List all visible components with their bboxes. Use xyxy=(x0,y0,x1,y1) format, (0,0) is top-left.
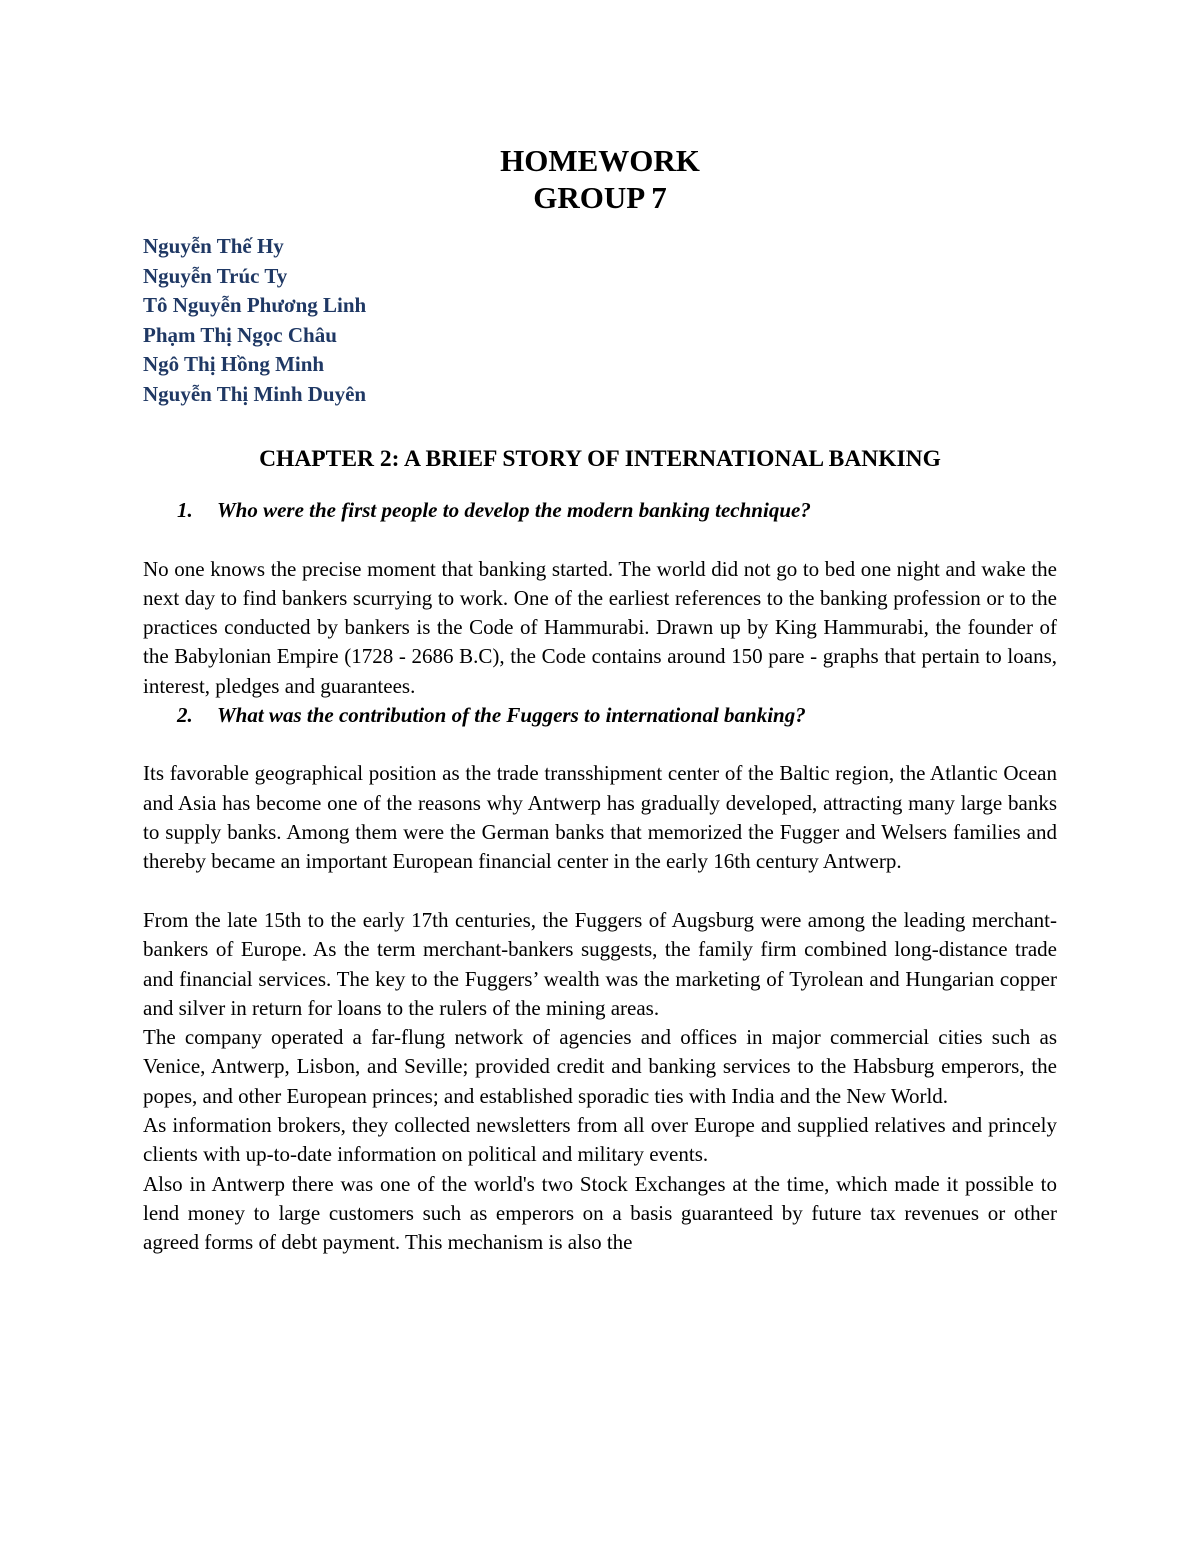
question-1 xyxy=(143,496,1057,526)
answer-1-paragraph: No one knows the precise moment that banking started. The world did not go to bed one night and wake the next day to find bankers scurrying to work. One of the earliest references to the banking profession or to the practices conducted by bankers is the Code of Hammurabi. Drawn up by King Hammurabi, the founder of the Babylonian Empire (1728 - 2686 B.C), the Code contains around 150 pare - graphs that pertain to loans, interest, pledges and guarantees. xyxy=(143,556,1057,698)
answer-2-paragraph-4: As information brokers, they collected newsletters from all over Europe and supplied relatives and princely clients with up-to-date information on political and military events. xyxy=(143,1113,1057,1167)
member-name: Ngô Thị Hồng Minh xyxy=(143,352,325,376)
question-2 xyxy=(143,701,1057,731)
document-page xyxy=(143,142,1057,1258)
answer-2-paragraph-3: The company operated a far-flung network of agencies and offices in major commercial cities such as Venice, Antwerp, Lisbon, and Seville; provided credit and banking services to the Habsburg emperors, the popes, and other European princes; and established sporadic ties with India and the New World. xyxy=(143,1025,1057,1108)
question-text: What was the contribution of the Fuggers to international banking? xyxy=(217,702,806,727)
question-text: Who were the first people to develop the modern banking technique? xyxy=(217,498,811,522)
paragraph-spacer xyxy=(143,877,1057,906)
answer-2-paragraph-5: Also in Antwerp there was one of the world's two Stock Exchanges at the time, which made it possible to lend money to large customers such as emperors on a basis guaranteed by future tax revenues or other agreed forms of debt payment. This mechanism is also the xyxy=(143,1171,1057,1255)
answer-2-paragraph-1: Its favorable geographical position as the trade transshipment center of the Baltic region, the Atlantic Ocean and Asia has become one of the reasons why Antwerp has gradually developed, attracting many large banks to supply banks. Among them were the German banks that memorized the Fugger and Welsers families and thereby became an important European financial center in the early 16th century Antwerp. xyxy=(143,761,1057,874)
member-name: Nguyễn Thế Hy xyxy=(143,234,284,258)
document-title xyxy=(143,142,1057,216)
member-name: Phạm Thị Ngọc Châu xyxy=(143,322,337,347)
group-members-list xyxy=(143,232,1057,409)
answer-2-paragraph-2: From the late 15th to the early 17th centuries, the Fuggers of Augsburg were among the leading merchant-bankers of Europe. As the term merchant-bankers suggests, the family firm combined long-distance trade and financial services. The key to the Fuggers’ wealth was the marketing of Tyrolean and Hungarian copper and silver in return for loans to the rulers of the mining areas. xyxy=(143,907,1057,1020)
question-number: 1. xyxy=(177,498,193,522)
member-name: Nguyễn Trúc Ty xyxy=(143,263,288,288)
member-name: Tô Nguyễn Phương Linh xyxy=(143,293,367,317)
member-name: Nguyễn Thị Minh Duyên xyxy=(143,381,367,406)
question-number: 2. xyxy=(177,702,193,727)
title-group: GROUP 7 xyxy=(533,180,667,215)
title-homework: HOMEWORK xyxy=(500,143,700,178)
chapter-heading: CHAPTER 2: A BRIEF STORY OF INTERNATIONAL BANKING xyxy=(259,446,941,472)
